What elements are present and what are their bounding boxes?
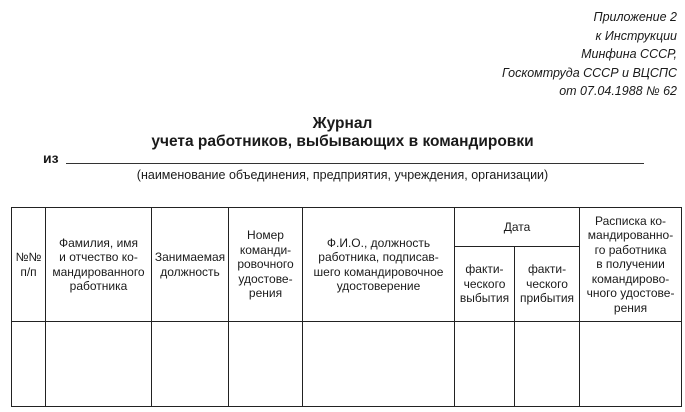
header-receipt: Расписка ко- мандированно- го работника в получении командирово- чного удостове- рения: [580, 208, 682, 322]
table-cell: [455, 322, 515, 407]
table-row: [12, 322, 682, 407]
document-subtitle: учета работников, выбывающих в командировки: [151, 133, 534, 150]
table-cell: [303, 322, 455, 407]
header-date: Дата: [455, 208, 580, 247]
header-position: Занимаемая должность: [152, 208, 229, 322]
table-cell: [515, 322, 580, 407]
header-departure-date: факти- ческого выбытия: [455, 247, 515, 322]
appendix-line: Госкомтруда СССР и ВЦСПС: [502, 65, 677, 80]
appendix-line: Минфина СССР,: [581, 47, 677, 61]
document-title: Журнал: [312, 115, 373, 132]
organization-blank-line: [66, 163, 644, 164]
journal-table: [11, 207, 682, 407]
table-cell: [229, 322, 303, 407]
organization-caption: (наименование объединения, предприятия, учреждения, организации): [136, 168, 549, 182]
table-cell: [580, 322, 682, 407]
appendix-line: к Инструкции: [595, 28, 677, 43]
table-cell: [46, 322, 152, 407]
header-signer: Ф.И.О., должность работника, подписав- шего командировочное удостоверение: [303, 208, 455, 322]
appendix-line: Приложение 2: [593, 10, 677, 24]
from-label: из: [43, 150, 59, 166]
header-certificate-number: Номер команди- ровочного удостове- рения: [229, 208, 303, 322]
header-arrival-date: факти- ческого прибытия: [515, 247, 580, 322]
appendix-line: от 07.04.1988 № 62: [559, 84, 677, 98]
header-full-name: Фамилия, имя и отчество ко- мандированного работника: [46, 208, 152, 322]
appendix-reference: [437, 8, 677, 101]
table-cell: [12, 322, 46, 407]
header-number: №№ п/п: [12, 208, 46, 322]
table-header-row: [12, 208, 682, 247]
table-cell: [152, 322, 229, 407]
